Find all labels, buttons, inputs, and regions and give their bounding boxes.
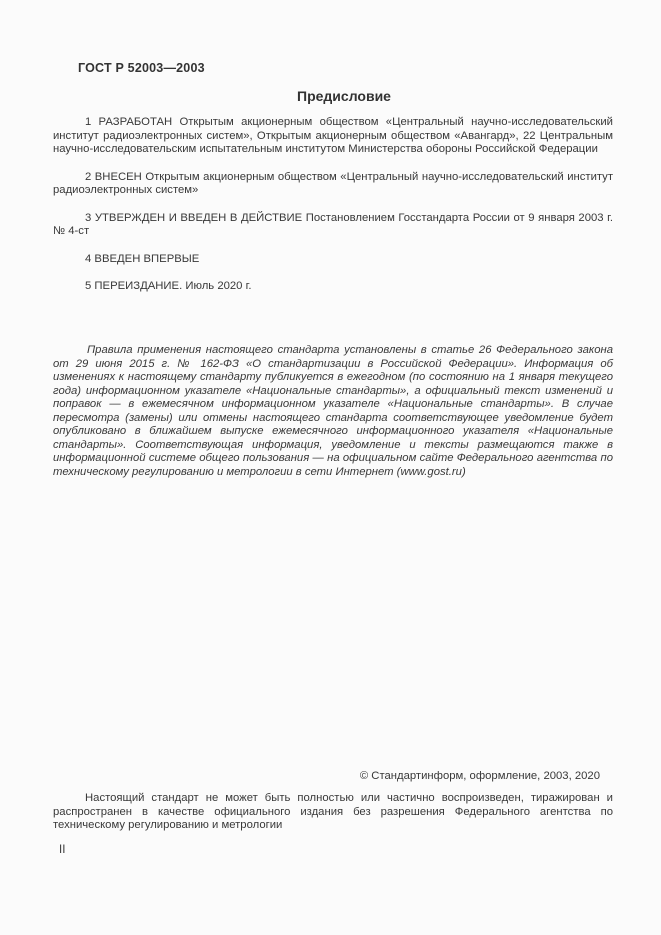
page-title: Предисловие — [297, 88, 391, 104]
page-number: II — [59, 844, 66, 856]
legal-application-note: Правила применения настоящего стандарта установлены в статье 26 Федерального закона от 29 июня 2015 г. № 162-ФЗ «О стандартизации в Российской Федерации». Информация об изменениях к настоящему стандарту публикуется в ежегодном (по состоянию на 1 января текущего года) информационном указателе «Национальные стандарты», а официальный текст изменений и поправок — в ежемесячном информационном указателе «Национальные стандарты». В случае пересмотра (замены) или отмены настоящего стандарта соответствующее уведомление будет опубликовано в ближайшем выпуске ежемесячного информационного указателя «Национальные стандарты». Соответствующая информация, уведомление и тексты размещаются также в информационной системе общего пользования — на официальном сайте Федерального агентства по техническому регулированию и метрологии в сети Интернет (www.gost.ru) — [53, 344, 613, 478]
foreword-section — [53, 116, 613, 308]
copyright-notice: © Стандартинформ, оформление, 2003, 2020 — [359, 770, 600, 782]
reproduction-restriction-notice: Настоящий стандарт не может быть полностью или частично воспроизведен, тиражирован и распространен в качестве официального издания без разрешения Федерального агентства по техническому регулированию и метрологии — [53, 792, 613, 831]
foreword-item-5: 5 ПЕРЕИЗДАНИЕ. Июль 2020 г. — [85, 280, 252, 292]
foreword-item-2: 2 ВНЕСЕН Открытым акционерным обществом «Центральный научно-исследовательский институт радиоэлектронных систем» — [53, 170, 613, 196]
foreword-item-1: 1 РАЗРАБОТАН Открытым акционерным обществом «Центральный научно-исследовательский институт радиоэлектронных систем», Открытым акционерным обществом «Авангард», 22 Центральным научно-исследовательским испытательным институтом Министерства обороны Российской Федерации — [53, 116, 613, 155]
foreword-item-3: 3 УТВЕРЖДЕН И ВВЕДЕН В ДЕЙСТВИЕ Постановлением Госстандарта России от 9 января 2003 г. № 4-ст — [53, 211, 613, 237]
document-designation: ГОСТ Р 52003—2003 — [78, 61, 205, 75]
foreword-item-4: 4 ВВЕДЕН ВПЕРВЫЕ — [85, 252, 200, 265]
